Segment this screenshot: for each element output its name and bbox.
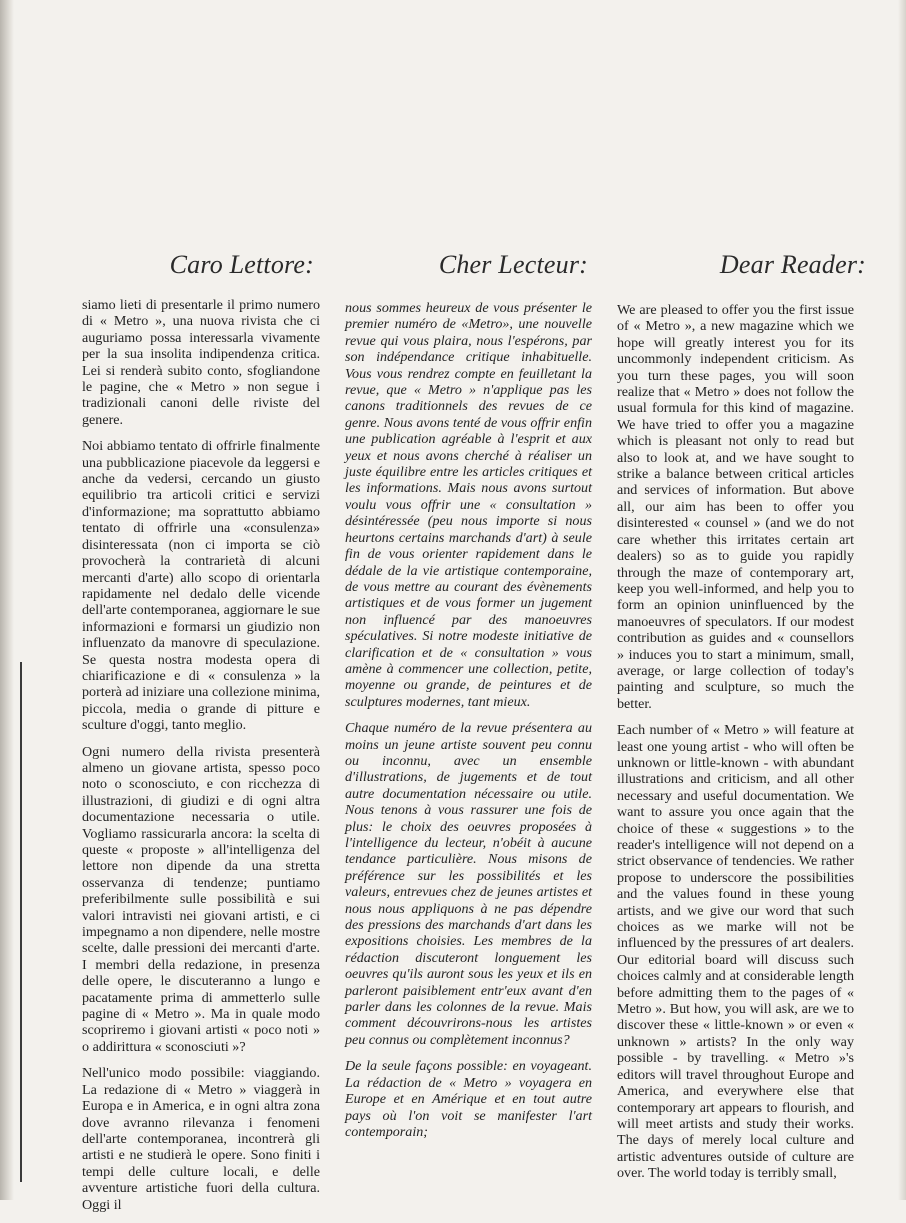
paragraph: Nell'unico modo possibile: viaggiando. La redazione di « Metro » viaggerà in Europa e in America, e in ogni altra zona dove avranno rilevanza i fenomeni dell'arte contemporanea, incontrerà gli artisti e ne studierà le opere. Sono finiti i tempi delle culture locali, e delle avventure artistiche fuori della cultura. Oggi il xyxy=(82,1065,320,1213)
paragraph: Ogni numero della rivista presenterà almeno un giovane artista, spesso poco noto o sconosciuto, e con ricchezza di illustrazioni, di giudizi e di ogni altra documentazione necessaria o utile. Vogliamo rassicurarla ancora: la scelta di queste « proposte » all'intelligenza del lettore non dipende da una stretta osservanza di tendenze; puntiamo preferibilmente sulle possibilità e sui valori intravisti nei giovani artisti, e ci impegnamo a non dipendere, nelle mostre scelte, dalle pressioni dei mercanti d'arte. I membri della redazione, in presenza delle opere, le discuteranno a lungo e pacatamente prima di ammetterlo sulle pagine di « Metro ». Ma in quale modo scopriremo i giovani artisti « poco noti » o addirittura « sconosciuti »? xyxy=(82,743,320,1055)
column-english xyxy=(617,302,854,1192)
heading-french: Cher Lecteur: xyxy=(438,250,588,279)
heading-english: Dear Reader: xyxy=(719,250,866,279)
paragraph: Noi abbiamo tentato di offrirle finalmente una pubblicazione piacevole da leggersi e anche da vedersi, cercando un giusto equilibrio tra articoli critici e servizi d'informazione; ma soprattutto abbiamo tentato di offrirle una «consulenza» disinteressata (non ci importa se ciò provocherà la contrarietà di alcuni mercanti d'arte) allo scopo di orientarla rapidamente nel dedalo delle vicende dell'arte contemporanea, aggiornare le sue informazioni e formarsi un giudizio non influenzato da manovre di speculazione. Se questa nostra modesta opera di chiarificazione e di « consulenza » la porterà ad iniziare una collezione minima, piccola, media o grande di pitture e sculture d'oggi, tanto meglio. xyxy=(82,438,320,734)
paragraph: De la seule façons possible: en voyageant. La rédaction de « Metro » voyagera en Europe et en Amérique et en tout autre pays où l'on voit se manifester l'art contemporain; xyxy=(345,1058,592,1140)
column-italian xyxy=(82,297,320,1223)
paragraph: We are pleased to offer you the first issue of « Metro », a new magazine which we hope will greatly interest you for its uncommonly independent criticism. As you turn these pages, you will soon realize that « Metro » does not follow the usual formula for this kind of magazine. We have tried to offer you a magazine which is pleasant not only to read but also to look at, and we have sought to strike a balance between critical articles and services of information. But above all, our aim has been to offer you disinterested « counsel » (and we do not care whether this irritates certain art dealers) so as to guide you rapidly through the maze of contemporary art, keep you well-informed, and help you to form an opinion uninfluenced by the manoeuvres of speculators. If our modest contribution as guides and « counsellors » induces you to start a minimum, small, average, or large collection of today's painting and sculpture, so much the better. xyxy=(617,302,854,712)
page-edge xyxy=(898,0,906,1200)
paragraph: nous sommes heureux de vous présenter le premier numéro de «Metro», une nouvelle revue qui vous plaira, nous l'espérons, par son indépendance critique inhabituelle. Vous vous rendrez compte en feuilletant la revue, que « Metro » n'applique pas les canons traditionnels des revues de ce genre. Nous avons tenté de vous offrir enfin une publication agréable à l'esprit et aux yeux et nous avons cherché à réaliser un juste équilibre entre les articles critiques et les informations. Mais nous avons surtout voulu vous offrir une « consultation » désintéressée (peu nous importe si nous heurtons certains marchands d'art) à seule fin de vous orienter rapidement dans le dédale de la vie artistique contemporaine, de vous mettre au courant des évènements artistiques et de vous former un jugement non influencé par des manoeuvres spéculatives. Si notre modeste initiative de clarification et de « consultation » vous amène à commencer une collection, petite, moyenne ou grande, de peintures et de sculptures modernes, tant mieux. xyxy=(345,300,592,710)
paragraph: Each number of « Metro » will feature at least one young artist - who will often be unknown or little-known - with abundant illustrations and criticism, and all other necessary and useful documentation. We want to assure you once again that the choice of these « suggestions » to the reader's intelligence will not depend on a strict observance of tendencies. We rather propose to underscore the possibilities and the values found in these young artists, and we give our word that such choices as we marke will not be influenced by the pressures of art dealers. Our editorial board will discuss such choices calmly and at considerable length before admitting them to the pages of « Metro ». But how, you will ask, are we to discover these « little-known » or even « unknown » artists? In the only way possible - by travelling. « Metro »'s editors will travel throughout Europe and America, and everywhere else that contemporary art appears to flourish, and will meet artists and study their works. The days of merely local culture and artistic adventures outside of culture are over. The world today is terribly small, xyxy=(617,722,854,1182)
heading-italian: Caro Lettore: xyxy=(169,250,314,279)
column-french xyxy=(345,300,592,1150)
margin-rule xyxy=(20,662,22,1182)
page-binding-shadow xyxy=(0,0,14,1200)
paragraph: Chaque numéro de la revue présentera au moins un jeune artiste souvent peu connu ou inconnu, avec un ensemble d'illustrations, de jugements et de tout autre documentation nécessaire ou utile. Nous tenons à vous rassurer une fois de plus: le choix des oeuvres proposées à l'intelligence du lecteur, n'obéit à aucune tendance particulière. Nous misons de préférence sur les possibilités et les valeurs, entrevues chez de jeunes artistes et nous nous appliquons à ne pas dépendre des pressions des marchands d'art dans les expositions choisies. Les membres de la rédaction discuteront longuement les oeuvres qu'ils auront sous les yeux et ils en parleront paisiblement entr'eux avant d'en parler dans les colonnes de la revue. Mais comment découvrirons-nous les artistes peu connus ou complètement inconnus? xyxy=(345,720,592,1048)
paragraph: siamo lieti di presentarle il primo numero di « Metro », una nuova rivista che ci auguriamo possa interessarla vivamente per la sua insolita indipendenza critica. Lei si renderà subito conto, sfogliandone le pagine, che « Metro » non segue i tradizionali canoni delle riviste del genere. xyxy=(82,297,320,428)
